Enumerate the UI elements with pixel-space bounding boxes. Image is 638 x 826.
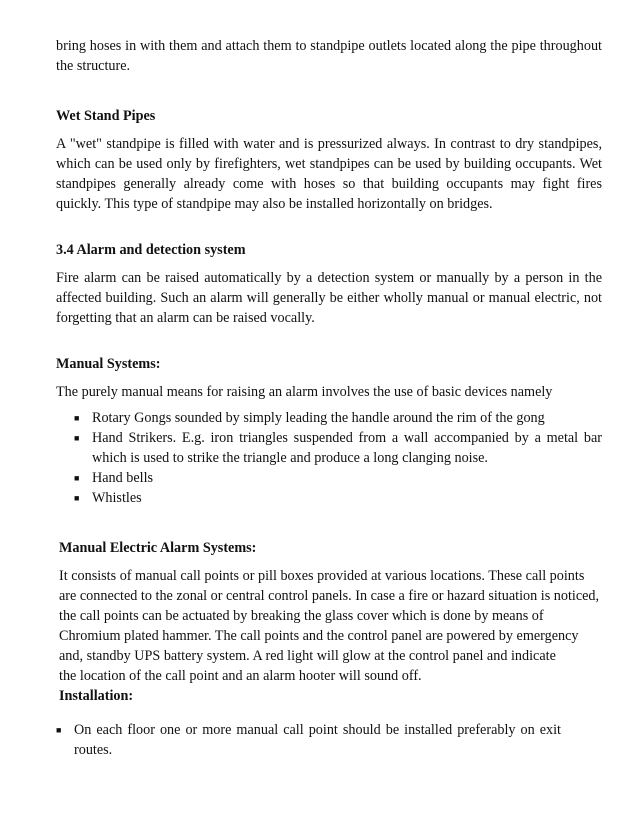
- alarm-detection-heading: 3.4 Alarm and detection system: [56, 242, 246, 258]
- list-item: ■ Hand bells: [74, 470, 154, 486]
- square-bullet-icon: ■: [74, 473, 80, 483]
- manual-electric-line: the call points can be actuated by breaking the glass cover which is done by means of: [59, 608, 544, 624]
- square-bullet-icon: ■: [74, 493, 80, 503]
- manual-electric-line: and, standby UPS battery system. A red light will glow at the control panel and indicate: [59, 648, 556, 664]
- manual-systems-heading: Manual Systems:: [56, 356, 161, 372]
- manual-electric-line: It consists of manual call points or pill boxes provided at various locations. These call points: [59, 568, 585, 584]
- list-item: ■ Whistles: [74, 490, 142, 506]
- square-bullet-icon: ■: [74, 433, 80, 443]
- document-page: [56, 36, 602, 760]
- intro-paragraph: bring hoses in with them and attach them to standpipe outlets located along the pipe throughout the structure.: [56, 38, 602, 74]
- wet-standpipes-paragraph: A "wet" standpipe is filled with water and is pressurized always. In contrast to dry standpipes, which can be used only by firefighters, wet standpipes can be used by building occupants. Wet standpipes generally already come with hoses so that building occupants may fight fires quickly. This type of standpipe may also be installed horizontally on bridges.: [56, 136, 602, 212]
- manual-devices-list: [56, 408, 602, 508]
- installation-list: [56, 720, 561, 760]
- square-bullet-icon: ■: [56, 725, 62, 735]
- manual-electric-line: Chromium plated hammer. The call points and the control panel are powered by emergency: [59, 628, 579, 644]
- manual-electric-section: [59, 538, 602, 706]
- list-item: ■ Rotary Gongs sounded by simply leading the handle around the rim of the gong: [74, 410, 545, 426]
- list-item: ■ Hand Strikers. E.g. iron triangles suspended from a wall accompanied by a metal bar which is used to strike the triangle and produce a long clanging noise.: [74, 430, 602, 466]
- square-bullet-icon: ■: [74, 413, 80, 423]
- manual-electric-heading: Manual Electric Alarm Systems:: [59, 540, 257, 556]
- installation-heading: Installation:: [59, 688, 134, 704]
- manual-electric-line: the location of the call point and an alarm hooter will sound off.: [59, 668, 422, 684]
- list-item: ■ On each floor one or more manual call point should be installed preferably on exit routes.: [56, 722, 561, 758]
- alarm-detection-paragraph: Fire alarm can be raised automatically by a detection system or manually by a person in the affected building. Such an alarm will generally be either wholly manual or manual electric, not forgetting that an alarm can be raised vocally.: [56, 270, 602, 326]
- manual-systems-intro: The purely manual means for raising an alarm involves the use of basic devices namely: [56, 384, 553, 400]
- manual-electric-line: are connected to the zonal or central control panels. In case a fire or hazard situation is noticed,: [59, 588, 600, 604]
- wet-standpipes-heading: Wet Stand Pipes: [56, 108, 156, 124]
